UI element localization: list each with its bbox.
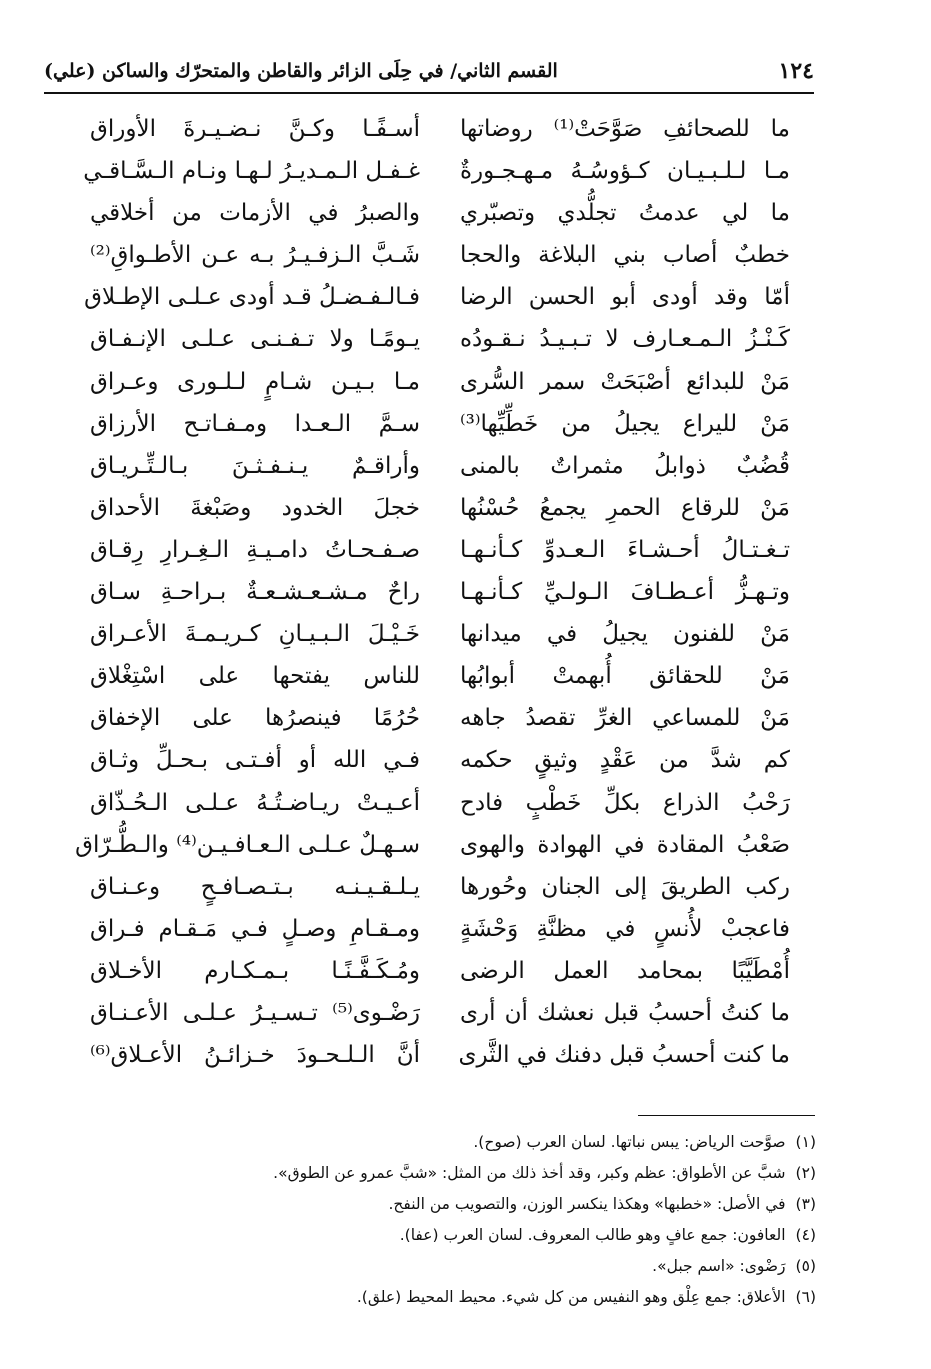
page-header (44, 50, 814, 94)
verse-first-hemistich: أمّا وقد أودى أبو الحسن الرضا (460, 284, 790, 311)
footnote-number: (٦) (795, 1288, 816, 1306)
footnote-separator (638, 1115, 815, 1116)
verse-first-hemistich: مـا لـلـبـيـان كـؤوسُـهُ مـهـجـورةٌ (460, 158, 790, 185)
verse-first-hemistich: وتـهـزُّ أعـطـافَ الـولـيِّ كـأنـهـا (460, 579, 790, 606)
footnotes (100, 1127, 816, 1313)
verse-second-hemistich: سـمَّ الـعـدا ومـفـاتـح الأرزاق (90, 410, 420, 437)
verse-second-hemistich: والصبرُ في الأزمات من أخلاقي (90, 200, 420, 227)
poem (75, 112, 790, 1080)
verse (90, 912, 790, 954)
verse-second-hemistich: حُرُمًا فينصرُها على الإخفاق (90, 705, 420, 732)
footnote (100, 1127, 816, 1158)
verse (90, 196, 790, 238)
header-rule (44, 92, 814, 94)
verse-first-hemistich: ما للصحائفِ صَوَّحَتْ⁽¹⁾ روضاتها (460, 116, 790, 142)
verse (90, 322, 790, 364)
verse (90, 743, 790, 785)
verse (90, 238, 790, 280)
verse (90, 996, 790, 1038)
verse-first-hemistich: قُضُبٌ ذوابلُ مثمراتٌ بالمنى (460, 452, 790, 479)
verse-first-hemistich: مَنْ للبدائع أصْبَحَتْ سمر السُّرى (460, 368, 790, 395)
verse-first-hemistich: ما كنتُ أحسبُ قبل نعشك أن أرى (460, 999, 790, 1026)
verse-first-hemistich: مَنْ للمساعي الغرِّ تقصدُ جاهه (460, 705, 790, 732)
verse-second-hemistich: فـالـفـضـلُ قـد أودى عـلـى الإطـلاق (84, 284, 420, 311)
footnote-text: صوَّحت الرياض: يبس نباتها. لسان العرب (صوح). (473, 1133, 786, 1151)
verse (90, 870, 790, 912)
verse-second-hemistich: ومُـكَـفَّـنًـا بـمـكـارم الأخـلاق (90, 957, 420, 984)
verse-first-hemistich: مَنْ للحقائق أُبهمتْ أبوابُها (460, 663, 790, 690)
verse-second-hemistich: يـومًـا ولا تـفـنـى عـلـى الإنـفـاق (90, 326, 420, 353)
verse-second-hemistich: راحٌ مـشـعـشـعـةٌ بـراحـةِ سـاق (90, 579, 420, 606)
verse-second-hemistich: أسـفًـا وكـنَّ نـضـيـرةَ الأوراق (90, 116, 420, 142)
verse (90, 407, 790, 449)
footnote-text: الأعلاق: جمع عِلْق وهو النفيس من كل شيء. محيط المحيط (علق). (356, 1288, 786, 1306)
verse-first-hemistich: كَـنْـزُ الـمـعـارف لا تـبـيـدُ نـقـودُه (460, 326, 790, 353)
verse-first-hemistich: مَنْ للرقاع الحمرِ يجمعُ حُسْنُها (460, 494, 790, 521)
verse-first-hemistich: خطبٌ أصاب بني البلاغة والحجا (460, 242, 790, 269)
verse-second-hemistich: خَـيْـلَ الـبـيـانِ كـريـمـةَ الأعـراق (90, 621, 420, 648)
page-number: ١٢٤ (778, 58, 814, 84)
verse-first-hemistich: مَنْ لليراع يجيلُ من خَطِّيِّها⁽³⁾ (460, 410, 790, 437)
verse-second-hemistich: للناس يفتحها على اسْتِغْلاق (90, 663, 420, 690)
verse-second-hemistich: خجلَ الخدود وصَبْغةَ الأحداق (90, 494, 420, 521)
verse-second-hemistich: وأراقـمٌ يـنـفـثـنَ بـالـتِّـريـاق (90, 452, 420, 479)
verse (90, 491, 790, 533)
verse-second-hemistich: سـهـلٌ عـلـى الـعـافـيـن⁽⁴⁾ والـطُّـرّاق (75, 831, 420, 858)
verse (83, 154, 790, 196)
verse-first-hemistich: فاعجبْ لأُنسٍ في مظنَّةِ وَحْشَةٍ (460, 915, 790, 942)
footnote-number: (٣) (795, 1195, 816, 1213)
footnote (100, 1251, 816, 1282)
verse (90, 365, 790, 407)
verse (90, 533, 790, 575)
verse (75, 828, 790, 870)
verse (90, 659, 790, 701)
footnote (100, 1220, 816, 1251)
verse-first-hemistich: كم شدَّ من عَقْدٍ وثيقٍ حكمه (460, 747, 790, 774)
verse (90, 112, 790, 154)
footnote-number: (٥) (795, 1257, 816, 1275)
footnote (100, 1158, 816, 1189)
verse-first-hemistich: ركب الطريقَ إلى الجنان وحُورها (460, 873, 790, 900)
verse (90, 786, 790, 828)
verse (90, 701, 790, 743)
footnote-number: (٤) (795, 1226, 816, 1244)
verse-first-hemistich: رَحْبُ الذراع بكلِّ خَطْبٍ فادح (460, 789, 790, 816)
verse (90, 954, 790, 996)
verse-second-hemistich: يـلـقـيـنـه بـتـصـافـحٍ وعـنـاق (90, 873, 420, 900)
verse-first-hemistich: ما لي عدمتُ تجلُّدي وتصبّري (460, 200, 790, 227)
verse-first-hemistich: صَعْبُ المقادة في الهوادة والهوى (460, 831, 790, 858)
verse-second-hemistich: أعـيـتْ ريـاضـتُـهُ عـلـى الـحُـذّاق (90, 789, 420, 816)
verse (90, 449, 790, 491)
verse-second-hemistich: فـي الله أو أفـتـى بـحـلِّ وثـاق (90, 747, 420, 774)
verse (84, 280, 790, 322)
footnote-text: في الأصل: «خطبها» وهكذا ينكسر الوزن، والتصويب من النفح. (388, 1195, 786, 1213)
verse (90, 575, 790, 617)
footnote-number: (٢) (795, 1164, 816, 1182)
verse-first-hemistich: تـغـتـالُ أحـشـاءَ الـعـدوِّ كـأنـهـا (460, 536, 790, 563)
verse (90, 617, 790, 659)
footnote-text: شبَّ عن الأطواق: عظم وكبر، وقد أخذ ذلك من المثل: «شبَّ عمرو عن الطوق». (273, 1164, 786, 1182)
verse-second-hemistich: أنَّ الـلـحـودَ خـزائـنُ الأعـلاق⁽⁶⁾ (90, 1042, 420, 1069)
verse-first-hemistich: مَنْ للفنون يجيلُ في ميدانها (460, 621, 790, 648)
verse-second-hemistich: غـفـل الـمـديـرُ لـهـا ونـام الـسَّـاقـي (83, 158, 420, 185)
running-title: القسم الثاني/ في حِلَى الزائر والقاطن والمتحرّك والساكن (علي) (44, 60, 558, 82)
footnote (100, 1282, 816, 1313)
verse-first-hemistich: أُمْطَيَّبًا بمحامد العمل الرضى (460, 957, 790, 984)
footnote (100, 1189, 816, 1220)
verse-second-hemistich: ومـقـامِ وصـلٍ فـي مَـقـام فـراق (90, 915, 420, 942)
verse-second-hemistich: شَـبَّ الـزفـيـرُ بـه عـن الأطـواقِ⁽²⁾ (90, 242, 420, 269)
verse-second-hemistich: رَضْـوى⁽⁵⁾ تـسـيـرُ عـلـى الأعـنـاق (90, 999, 420, 1026)
footnote-number: (١) (795, 1133, 816, 1151)
footnote-text: رَضْوى: «اسم جبل». (652, 1257, 786, 1275)
verse-first-hemistich: ما كنت أحسبُ قبل دفنك في الثَّرى (458, 1042, 790, 1069)
verse-second-hemistich: مـا بـيـن شـامٍ لـلـورى وعـراق (90, 368, 420, 395)
verse (90, 1038, 790, 1080)
verse-second-hemistich: صـفـحـاتُ دامـيـةِ الـغِـرارِ رِقـاق (90, 536, 420, 563)
footnote-text: العافون: جمع عافٍ وهو طالب المعروف. لسان العرب (عفا). (399, 1226, 786, 1244)
